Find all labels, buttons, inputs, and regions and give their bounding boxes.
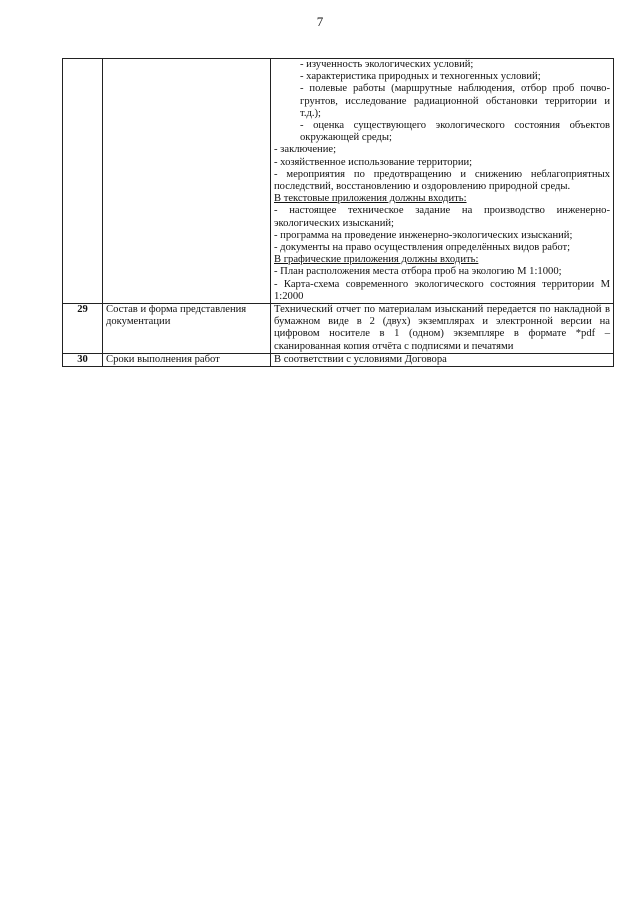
value-line: - полевые работы (маршрутные наблюдения, отбор проб почво-грунтов, исследование радиационной обстановки территории и т.д.); (300, 83, 610, 119)
row-value-cell (271, 59, 614, 304)
page-number: 7 (316, 14, 324, 29)
table-row-30 (63, 353, 614, 366)
row-value-cell (271, 353, 614, 366)
value-line: - оценка существующего экологического состояния объектов окружающей среды; (300, 120, 610, 144)
graphic-appendix-heading: В графические приложения должны входить: (274, 254, 479, 266)
value-line: В соответствии с условиями Договора (274, 353, 447, 365)
table-row-29 (63, 304, 614, 354)
value-line: - документы на право осуществления определённых видов работ; (274, 242, 571, 254)
value-line: - программа на проведение инженерно-экологических изысканий; (274, 229, 573, 241)
value-line: - заключение; (274, 144, 337, 156)
value-line: - мероприятия по предотвращению и снижению неблагоприятных последствий, восстановлению и оздоровлению природной среды. (274, 168, 610, 193)
value-line: - настоящее техническое задание на производство инженерно-экологических изысканий; (274, 205, 610, 229)
value-line: - хозяйственное использование территории; (274, 156, 473, 168)
value-line: - План расположения места отбора проб на экологию М 1:1000; (274, 266, 562, 278)
value-line: - изученность экологических условий; (300, 59, 474, 70)
row-number-cell: 29 (63, 304, 103, 354)
row-name-cell (103, 59, 271, 304)
row-name-cell: Сроки выполнения работ (103, 353, 271, 366)
value-line: - характеристика природных и техногенных условий; (300, 71, 541, 83)
value-line: - Карта-схема современного экологического состояния территории М 1:2000 (274, 278, 610, 302)
row-value-cell (271, 304, 614, 354)
requirements-table (62, 58, 614, 367)
row-number-cell: 30 (63, 353, 103, 366)
table-row-continuation (63, 59, 614, 304)
text-appendix-heading: В текстовые приложения должны входить: (274, 193, 467, 205)
value-line: Технический отчет по материалам изысканий передается по накладной в бумажном виде в 2 (двух) экземплярах и электронной версии на цифровом носителе в 1 (одном) экземпляре в формате *pdf – сканированная копия отчёта с подписями и печатями (274, 304, 610, 352)
row-name-cell: Состав и форма представления документации (103, 304, 271, 354)
row-number-cell (63, 59, 103, 304)
